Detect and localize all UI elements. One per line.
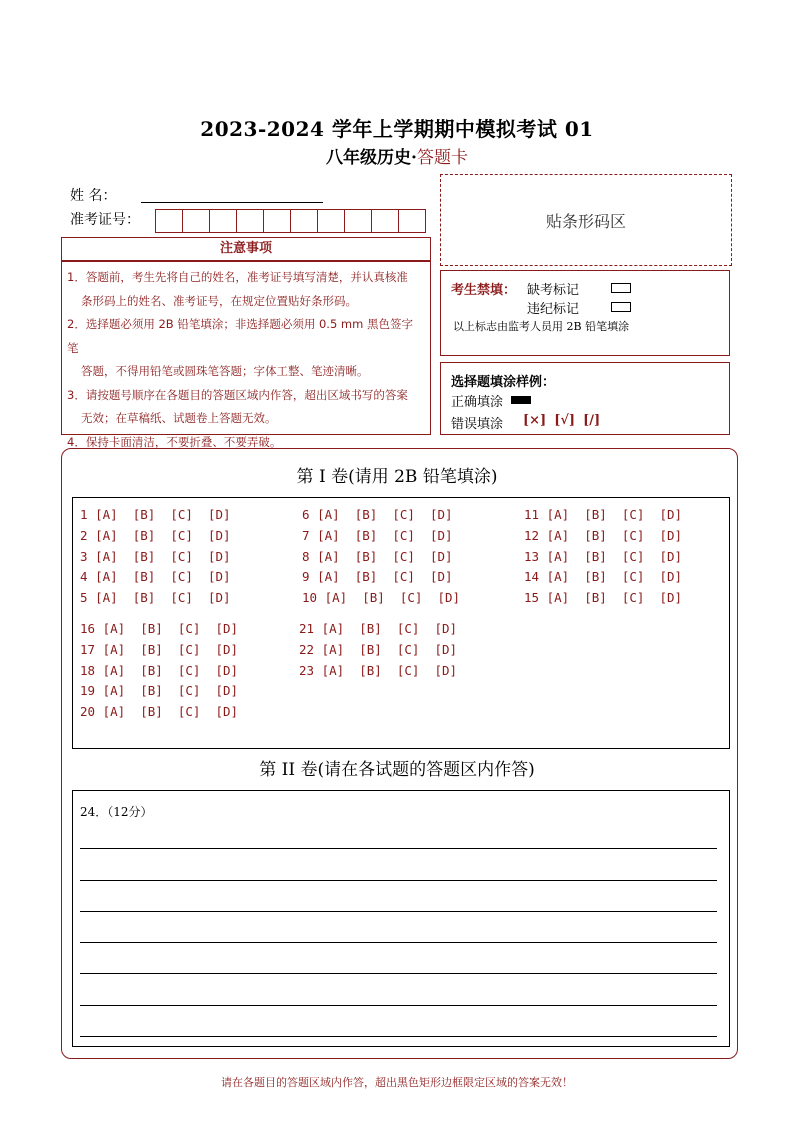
question-number: 23 [299,662,322,678]
notice-item-1-cont: 条形码上的姓名、准考证号，在规定位置贴好条形码。 [81,293,357,308]
question-4-row[interactable] [80,569,231,584]
question-21-row[interactable] [299,621,457,636]
question-3-row[interactable] [80,549,231,564]
question-number: 11 [524,507,547,522]
question-14-row[interactable] [524,569,682,584]
answer-options[interactable]: [A] [B] [C] [D] [546,548,683,564]
notice-item-4: 4．保持卡面清洁，不要折叠、不要弄破。 [67,434,282,449]
id-digit-box[interactable] [345,210,372,232]
question-number: 7 [302,527,318,543]
absent-label: 缺考标记 [527,283,580,298]
wrong-mark-slash: [/] [583,413,601,428]
answer-options[interactable]: [A] [B] [C] [D] [102,662,239,678]
notice-item-2-cont: 答题，不得用铅笔或圆珠笔答题；字体工整、笔迹清晰。 [81,364,369,378]
violation-label: 违纪标记 [527,302,580,317]
answer-options[interactable]: [A] [B] [C] [D] [546,590,683,606]
question-6-row[interactable] [302,507,453,522]
notice-item-1: 1．答题前，考生先将自己的姓名，准考证号填写清楚，并认真核准 [67,270,408,284]
answer-options[interactable]: [A] [B] [C] [D] [102,641,239,657]
question-number: 1 [80,507,96,522]
violation-mark-box[interactable] [611,302,631,312]
question-number: 17 [80,641,103,657]
question-number: 9 [302,569,318,585]
answer-options[interactable]: [A] [B] [C] [D] [321,662,458,678]
id-digit-box[interactable] [291,210,318,232]
answer-line[interactable] [80,942,717,943]
forbid-label: 考生禁填： [451,283,517,298]
wrong-mark-check: [√] [554,413,576,428]
question-number: 2 [80,527,96,543]
answer-options[interactable]: [A] [B] [C] [D] [317,527,453,543]
id-number-boxes[interactable] [155,209,426,233]
answer-options[interactable]: [A] [B] [C] [D] [95,527,231,543]
answer-options[interactable]: [A] [B] [C] [D] [324,590,461,606]
question-number: 13 [524,548,547,564]
answer-line[interactable] [80,848,717,849]
answer-options[interactable]: [A] [B] [C] [D] [546,569,683,585]
section1-title: 第 I 卷(请用 2B 铅笔填涂) [296,467,498,487]
example-label: 选择题填涂样例： [451,375,556,390]
answer-options[interactable]: [A] [B] [C] [D] [546,527,683,543]
answer-options[interactable]: [A] [B] [C] [D] [321,641,458,657]
forbid-note: 以上标志由监考人员用 2B 铅笔填涂 [453,320,630,333]
subtitle-main: 八年级历史· [326,148,417,168]
exam-subtitle [0,143,794,168]
id-digit-box[interactable] [156,210,183,232]
notice-item-3: 3．请按题号顺序在各题目的答题区域内作答，超出区域书写的答案 [67,387,408,402]
answer-options[interactable]: [A] [B] [C] [D] [102,621,239,636]
question-7-row[interactable] [302,528,453,543]
answer-options[interactable]: [A] [B] [C] [D] [102,683,239,699]
answer-line[interactable] [80,973,717,974]
question-number: 21 [299,621,322,636]
id-digit-box[interactable] [372,210,399,232]
id-digit-box[interactable] [237,210,264,232]
correct-fill-mark [511,396,531,404]
section2-title: 第 II 卷(请在各试题的答题区内作答) [259,760,535,780]
id-digit-box[interactable] [399,210,425,232]
answer-options[interactable]: [A] [B] [C] [D] [102,704,239,720]
question-12-row[interactable] [524,528,682,543]
question-11-row[interactable] [524,507,682,522]
question-number: 16 [80,621,103,636]
name-field[interactable] [141,202,323,203]
question-number: 5 [80,590,96,606]
notice-heading: 注意事项 [61,237,431,261]
question-number: 6 [302,507,318,522]
question-16-row[interactable] [80,621,238,636]
subtitle-answer-card: 答题卡 [416,148,468,168]
forbid-box [440,270,730,356]
id-digit-box[interactable] [183,210,210,232]
answer-options[interactable]: [A] [B] [C] [D] [95,590,231,606]
question-8-row[interactable] [302,549,453,564]
correct-fill-label: 正确填涂 [451,395,504,410]
barcode-area [440,174,732,266]
question-24-label: 24．（12分） [80,805,153,819]
question-9-row[interactable] [302,569,453,584]
question-17-row[interactable] [80,642,238,657]
notice-item-3-cont: 无效；在草稿纸、试题卷上答题无效。 [81,411,277,425]
answer-options[interactable]: [A] [B] [C] [D] [317,569,453,585]
answer-options[interactable]: [A] [B] [C] [D] [317,548,453,564]
name-label: 姓 名： [70,188,117,204]
question-15-row[interactable] [524,590,682,605]
id-digit-box[interactable] [210,210,237,232]
question-13-row[interactable] [524,549,682,564]
id-digit-box[interactable] [264,210,291,232]
question-22-row[interactable] [299,642,457,657]
barcode-label: 贴条形码区 [545,211,626,231]
answer-line[interactable] [80,880,717,881]
question-18-row[interactable] [80,663,238,678]
answer-options[interactable]: [A] [B] [C] [D] [95,569,231,585]
wrong-fill-marks [523,413,608,428]
question-20-row[interactable] [80,704,238,719]
answer-options[interactable]: [A] [B] [C] [D] [95,548,231,564]
answer-options[interactable]: [A] [B] [C] [D] [317,507,453,522]
notice-item-2: 2．选择题必须用 2B 铅笔填涂；非选择题必须用 0.5 mm 黑色签字笔 [67,317,413,355]
question-number: 3 [80,548,96,564]
exam-title: 2023-2024 学年上学期期中模拟考试 01 [200,117,594,141]
question-23-row[interactable] [299,663,457,678]
question-number: 8 [302,548,318,564]
question-number: 12 [524,527,547,543]
question-number: 20 [80,704,103,720]
question-number: 10 [302,590,325,606]
wrong-mark-cross: [×] [523,413,547,428]
notice-box [61,261,431,449]
fill-example-box [440,362,730,435]
answer-line[interactable] [80,1005,717,1006]
answer-line[interactable] [80,911,717,912]
answer-line[interactable] [80,1036,717,1037]
question-number: 14 [524,569,547,585]
question-5-row[interactable] [80,590,231,605]
question-10-row[interactable] [302,590,460,605]
essay-answer-box[interactable] [72,790,730,1047]
question-2-row[interactable] [80,528,231,543]
question-number: 18 [80,662,103,678]
question-1-row[interactable] [80,507,231,522]
question-19-row[interactable] [80,683,238,698]
question-number: 15 [524,590,547,606]
answer-options[interactable]: [A] [B] [C] [D] [321,621,458,636]
question-number: 19 [80,683,103,699]
footer-warning: 请在各题目的答题区域内作答，超出黑色矩形边框限定区域的答案无效！ [221,1076,573,1089]
answer-options[interactable]: [A] [B] [C] [D] [546,507,683,522]
wrong-fill-label: 错误填涂 [451,417,504,432]
question-number: 4 [80,569,96,585]
question-number: 22 [299,641,322,657]
absent-mark-box[interactable] [611,283,631,293]
answer-options[interactable]: [A] [B] [C] [D] [95,507,231,522]
id-label: 准考证号： [70,212,140,228]
id-digit-box[interactable] [318,210,345,232]
